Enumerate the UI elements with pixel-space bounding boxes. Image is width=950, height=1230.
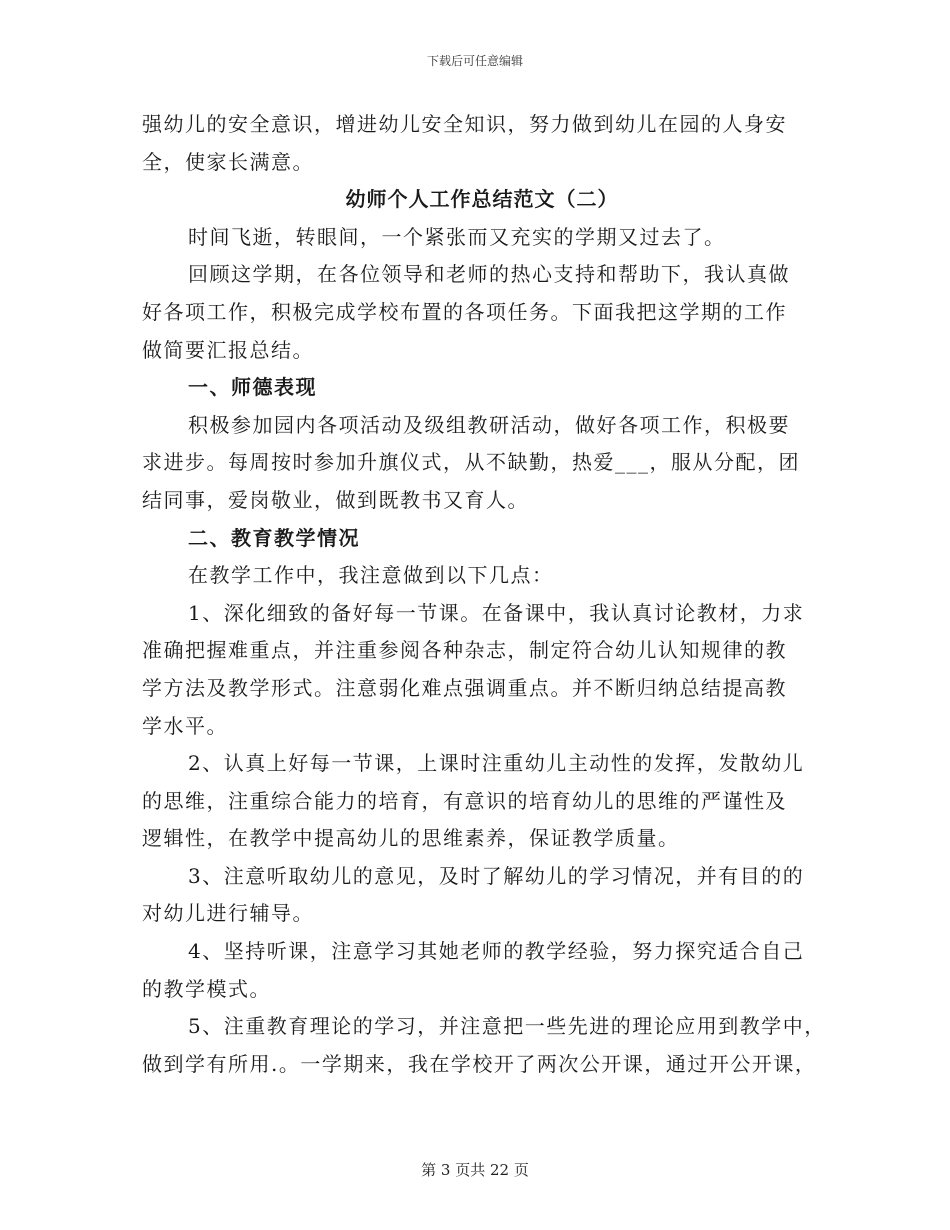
body-line: 全，使家长满意。 (142, 149, 314, 174)
body-line: 做简要汇报总结。 (142, 337, 314, 362)
document-body (142, 106, 826, 1083)
body-line: 求进步。每周按时参加升旗仪式，从不缺勤，热爱___，服从分配，团 (142, 450, 800, 475)
paragraph-first-line: 回顾这学期，在各位领导和老师的热心支持和帮助下，我认真做 (188, 262, 790, 287)
list-item-1: 1、深化细致的备好每一节课。在备课中，我认真讨论教材，力求 (188, 600, 805, 625)
paragraph-first-line: 时间飞逝，转眼间，一个紧张而又充实的学期又过去了。 (188, 224, 726, 249)
body-line: 逻辑性，在教学中提高幼儿的思维素养，保证教学质量。 (142, 826, 680, 851)
page-header-note: 下载后可任意编辑 (426, 54, 523, 68)
body-line: 的教学模式。 (142, 976, 271, 1001)
page-number-footer: 第 3 页共 22 页 (421, 1161, 529, 1179)
subheading-teaching: 二、教育教学情况 (188, 525, 360, 550)
list-item-3: 3、注意听取幼儿的意见，及时了解幼儿的学习情况，并有目的的 (188, 863, 805, 888)
paragraph-first-line: 积极参加园内各项活动及级组教研活动，做好各项工作，积极要 (188, 412, 790, 437)
body-line: 的思维，注重综合能力的培育，有意识的培育幼儿的思维的严谨性及 (142, 788, 787, 813)
body-line: 准确把握难重点，并注重参阅各种杂志，制定符合幼儿认知规律的教 (142, 638, 787, 663)
section-title: 幼师个人工作总结范文（二） (345, 187, 619, 212)
body-line: 强幼儿的安全意识，增进幼儿安全知识，努力做到幼儿在园的人身安 (142, 112, 787, 136)
body-line: 学水平。 (142, 713, 228, 738)
body-line: 对幼儿进行辅导。 (142, 901, 314, 926)
list-item-4: 4、坚持听课，注意学习其她老师的教学经验，努力探究适合自己 (188, 939, 805, 964)
list-item-2: 2、认真上好每一节课，上课时注重幼儿主动性的发挥，发散幼儿 (188, 751, 805, 776)
body-line: 做到学有所用.。一学期来，我在学校开了两次公开课，通过开公开课， (142, 1051, 817, 1076)
subheading-ethics: 一、师德表现 (188, 375, 317, 400)
paragraph-first-line: 在教学工作中，我注意做到以下几点： (188, 563, 554, 588)
list-item-5: 5、注重教育理论的学习，并注意把一些先进的理论应用到教学中， (188, 1014, 826, 1039)
body-line: 结同事，爱岗敬业，做到既教书又育人。 (142, 487, 529, 512)
body-line: 学方法及教学形式。注意弱化难点强调重点。并不断归纳总结提高教 (142, 675, 787, 700)
body-line: 好各项工作，积极完成学校布置的各项任务。下面我把这学期的工作 (142, 299, 787, 324)
